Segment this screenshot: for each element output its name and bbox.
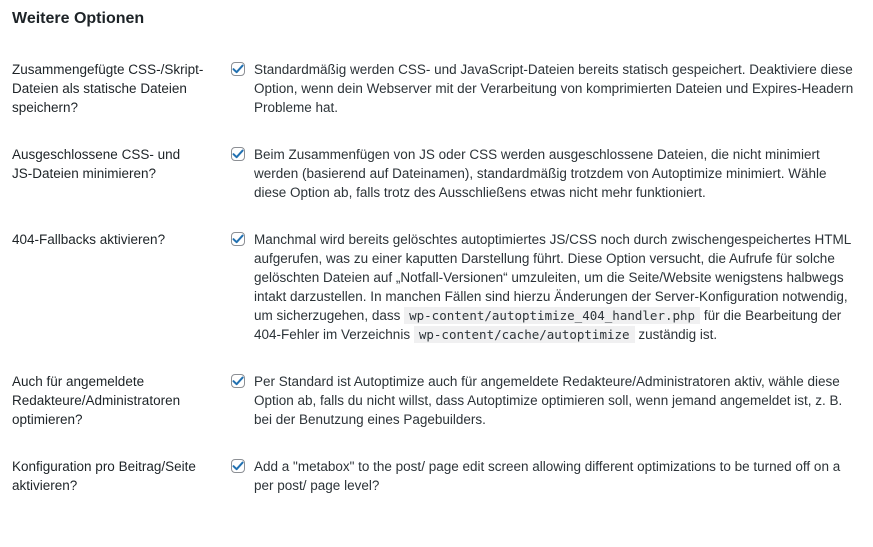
logged-in-checkbox[interactable]: [231, 374, 245, 388]
option-label: Zusammengefügte CSS-/Skript-Dateien als statische Dateien speichern?: [12, 62, 204, 115]
minify-excluded-checkbox[interactable]: [231, 147, 245, 161]
description-text: für die Bearbeitung der 404-Fehler im Verzeichnis: [254, 308, 842, 342]
checkmark-icon: [230, 458, 246, 474]
option-row-404-fallbacks: [12, 230, 861, 344]
option-description: [254, 230, 861, 344]
option-row-minify-excluded: [12, 145, 861, 202]
code-cache-directory: wp-content/cache/autoptimize: [414, 326, 635, 343]
option-description: Beim Zusammenfügen von JS oder CSS werden ausgeschlossene Dateien, die nicht minimiert werden (basierend auf Dateinamen), standardmäßig trotzdem von Autoptimize minimiert. Wähle diese Option ab, falls trotz des Ausschließens etwas nicht mehr funktioniert.: [254, 147, 827, 200]
option-row-logged-in: [12, 372, 861, 429]
description-text: Manchmal wird bereits gelöschtes autoptimiertes JS/CSS noch durch zwischengespeichertes HTML aufgerufen, was zu einer kaputten Darstellung führt. Diese Option versucht, die Aufrufe für solche gelöschten Dateien auf „Notfall-Versionen“ umzuleiten, um die Seite/Website wenigstens halbwegs intakt darzustellen. In manchen Fällen sind hierzu Änderungen der Server-Konfiguration notwendig, um sicherzugehen, dass: [254, 232, 851, 323]
description-text: zuständig ist.: [638, 327, 718, 342]
404-fallbacks-checkbox[interactable]: [231, 232, 245, 246]
option-description: Standardmäßig werden CSS- und JavaScript-Dateien bereits statisch gespeichert. Deaktiviere diese Option, wenn dein Webserver mit der Verarbeitung von komprimierten Dateien und Expires-Headern Probleme hat.: [254, 62, 854, 115]
checkmark-icon: [230, 61, 246, 77]
metabox-checkbox[interactable]: [231, 459, 245, 473]
checkmark-icon: [230, 146, 246, 162]
checkmark-icon: [230, 231, 246, 247]
checkmark-icon: [230, 373, 246, 389]
option-label: Auch für angemeldete Redakteure/Administratoren optimieren?: [12, 374, 181, 427]
option-label: Konfiguration pro Beitrag/Seite aktivieren?: [12, 459, 196, 493]
section-title: Weitere Optionen: [12, 10, 145, 27]
code-404-handler-path: wp-content/autoptimize_404_handler.php: [404, 307, 700, 324]
option-description: Add a "metabox" to the post/ page edit screen allowing different optimizations to be turned off on a per post/ page level?: [254, 459, 841, 493]
static-files-checkbox[interactable]: [231, 62, 245, 76]
option-label: 404-Fallbacks aktivieren?: [12, 232, 166, 247]
option-label: Ausgeschlossene CSS- und JS-Dateien minimieren?: [12, 147, 181, 181]
option-row-metabox: [12, 457, 861, 495]
option-row-static-files: [12, 60, 861, 117]
option-description: Per Standard ist Autoptimize auch für angemeldete Redakteure/Administratoren aktiv, wähle diese Option ab, falls du nicht willst, dass Autoptimize optimieren soll, wenn jemand angemeldet ist, z. B. bei der Benutzung eines Pagebuilders.: [254, 374, 843, 427]
